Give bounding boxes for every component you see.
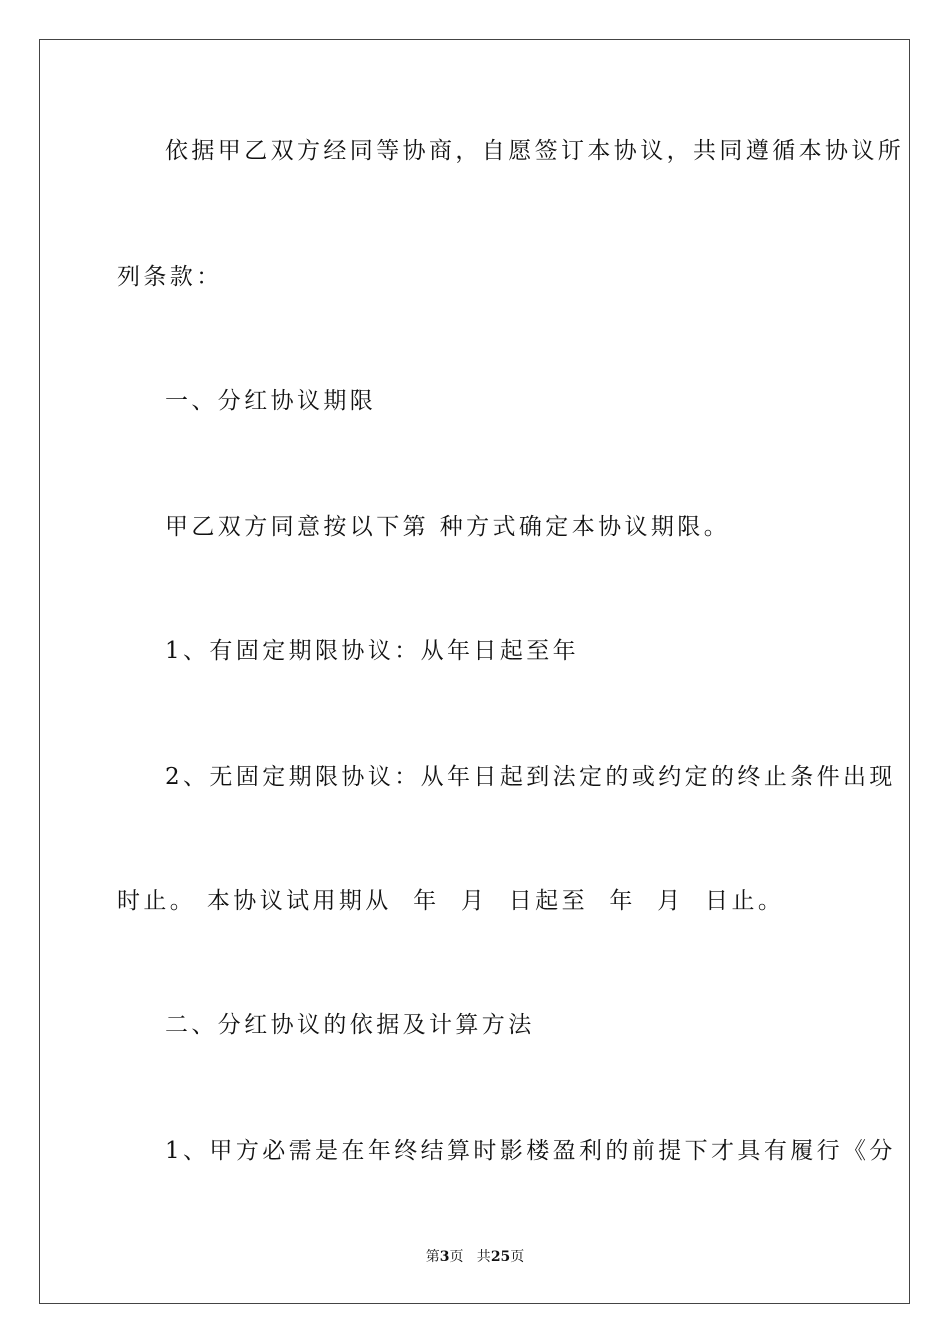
footer-current-page: 3 (439, 1249, 450, 1265)
section-heading-term: 一、分红协议期限 (165, 388, 377, 414)
paragraph-line-7: 时止。 本协议试用期从 年 月 日起至 年 月 日止。 (117, 888, 785, 914)
paragraph-line-2: 列条款： (117, 264, 223, 290)
page-footer (0, 1247, 950, 1267)
paragraph-line-1: 依据甲乙双方经同等协商，自愿签订本协议，共同遵循本协议所 (165, 138, 905, 164)
section-heading-basis: 二、分红协议的依据及计算方法 (165, 1012, 535, 1038)
footer-suffix: 页 (510, 1249, 525, 1265)
footer-prefix: 第 (425, 1249, 440, 1265)
footer-middle: 页 共 (449, 1249, 491, 1265)
list-item-open-term: 2、无固定期限协议：从年日起到法定的或约定的终止条件出现 (165, 764, 896, 790)
list-item-profit-condition: 1、甲方必需是在年终结算时影楼盈利的前提下才具有履行《分 (165, 1138, 896, 1164)
page-border (39, 39, 910, 1304)
list-item-fixed-term: 1、有固定期限协议：从年日起至年 (165, 638, 580, 664)
footer-total-pages: 25 (490, 1249, 511, 1265)
paragraph-line-4: 甲乙双方同意按以下第 种方式确定本协议期限。 (165, 514, 731, 540)
